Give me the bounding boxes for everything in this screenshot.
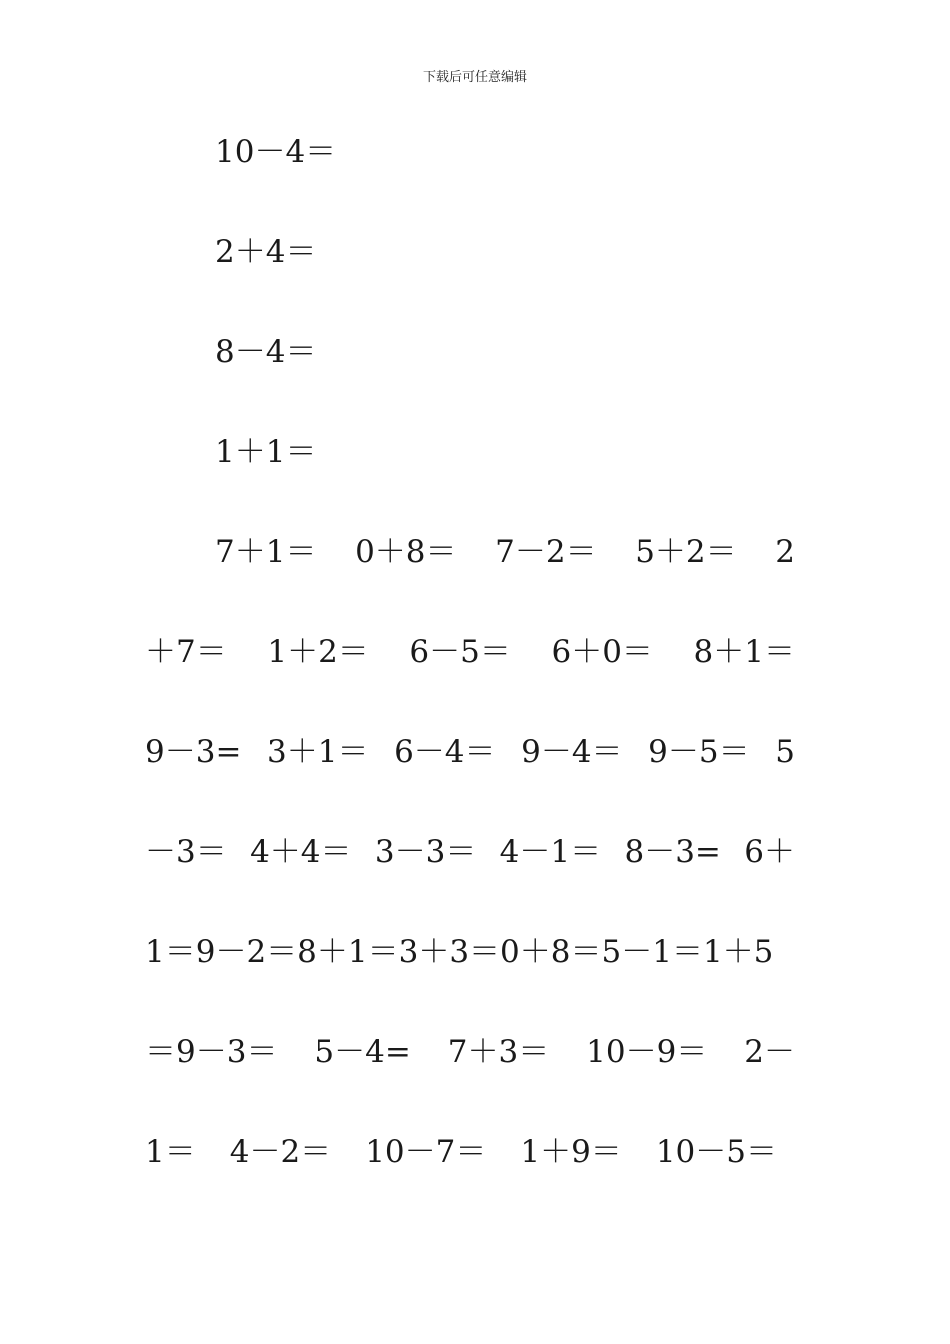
exercise-item: 4＋4＝ [250,834,352,870]
exercise-item: 9－4＝ [521,734,623,770]
exercise-line [145,725,795,825]
exercise-item: 5＋2＝ [635,534,737,570]
exercise-line [145,1025,795,1125]
exercise-item: －3＝ [145,834,227,870]
exercise-item: 5－4= [314,1034,411,1070]
exercise-item: 4－2＝ [229,1134,332,1170]
exercise-item: 5 [775,734,795,770]
exercise-line [145,1125,795,1225]
exercise-item: 1＋2＝ [267,634,369,670]
exercise-line: 10－4＝ [215,134,337,170]
exercise-sheet [145,125,795,1225]
exercise-item: 1＝ [145,1134,196,1170]
exercise-item: 3＋1＝ [267,734,369,770]
exercise-line: 2＋4＝ [215,234,317,270]
exercise-item: 6＋0＝ [551,634,653,670]
exercise-item: ＋7＝ [145,634,227,670]
exercise-item: 6＋ [744,834,795,870]
exercise-item: 8－3= [624,834,721,870]
exercise-item: 10－9＝ [586,1034,708,1070]
exercise-line [145,625,795,725]
exercise-item: 9－5＝ [648,734,750,770]
exercise-item: 7＋1＝ [215,534,317,570]
exercise-line: 1＋1＝ [215,434,317,470]
exercise-item: 7－2＝ [495,534,597,570]
page-header: 下载后可任意编辑 [422,70,527,85]
exercise-item: 8＋1＝ [693,634,795,670]
exercise-item: 10－5＝ [655,1134,777,1170]
exercise-line: 8－4＝ [215,334,317,370]
exercise-item: 4－1＝ [499,834,602,870]
exercise-item: 0＋8＝ [355,534,457,570]
exercise-item: 9－3= [145,734,242,770]
exercise-line [145,525,795,625]
exercise-item: 2 [775,534,795,570]
exercise-item: 1＋9＝ [520,1134,622,1170]
exercise-item: 10－7＝ [365,1134,487,1170]
exercise-line: 1＝9－2＝8＋1＝3＋3＝0＋8＝5－1＝1＋5 [145,934,774,970]
exercise-item: 6－4＝ [394,734,496,770]
exercise-item: 6－5＝ [409,634,511,670]
exercise-line [145,825,795,925]
exercise-item: 7＋3＝ [447,1034,550,1070]
exercise-item: 2－ [744,1034,795,1070]
exercise-item: 3－3＝ [374,834,477,870]
exercise-item: ＝9－3＝ [145,1034,278,1070]
